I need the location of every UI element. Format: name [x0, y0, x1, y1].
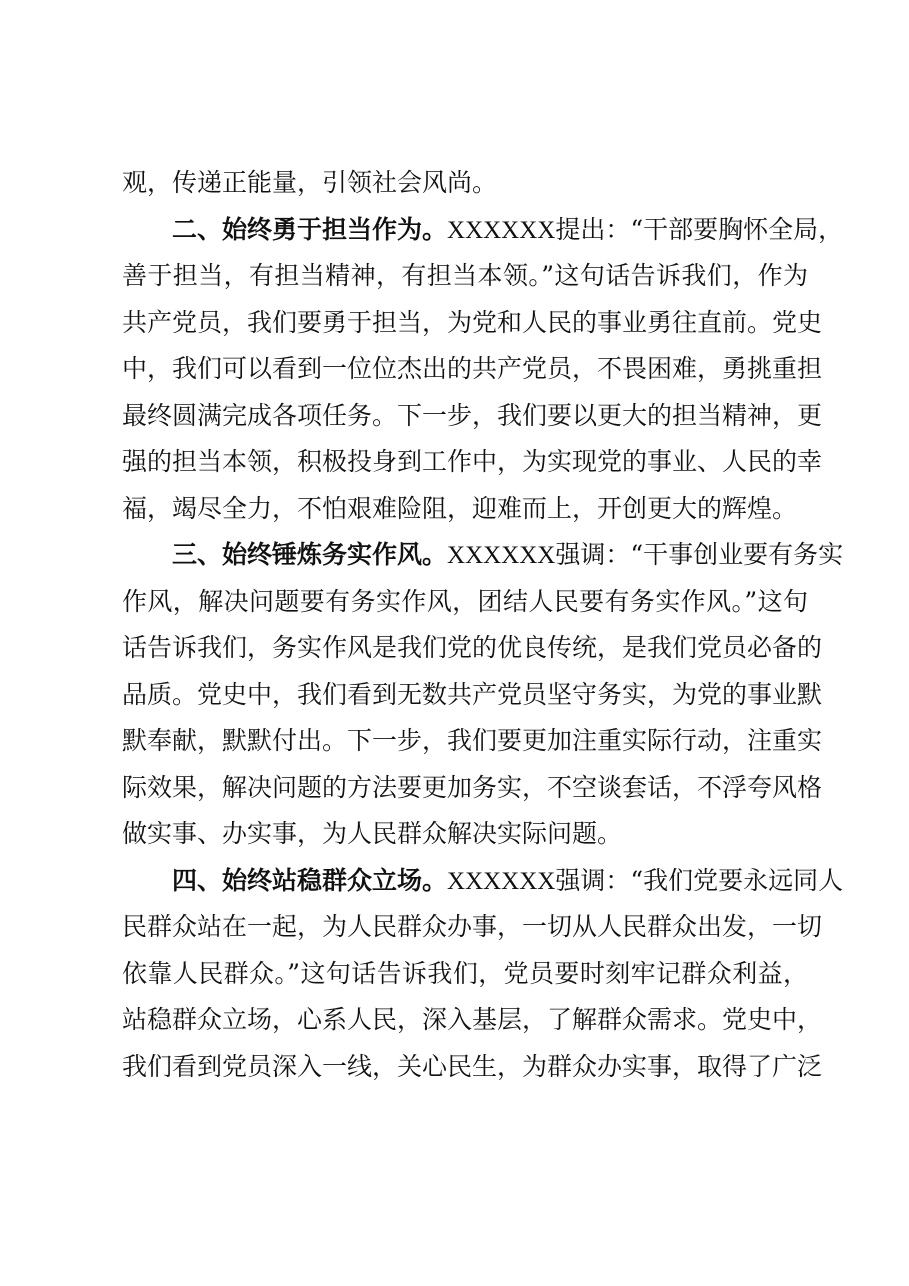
section-3-name: XXXXXX: [447, 542, 556, 569]
section-3-line: 作风，解决问题要有务实作风，团结人民要有务实作风。”这句: [122, 586, 808, 616]
section-2-heading: 二、始终勇于担当作为。: [172, 214, 448, 244]
section-3-first-rest: 强调：“干事创业要有务实: [555, 540, 844, 569]
section-4-heading: 四、始终站稳群众立场。: [172, 865, 448, 895]
section-3-line: 话告诉我们，务实作风是我们党的优良传统，是我们党员必备的: [122, 633, 823, 662]
intro-tail-line: 观，传递正能量，引领社会风尚。: [122, 168, 498, 197]
document-body: [122, 160, 844, 1090]
section-4-first-rest: 强调：“我们党要永远同人: [555, 865, 844, 895]
section-4-name: XXXXXX: [447, 867, 556, 895]
section-2-line: 共产党员，我们要勇于担当，为党和人民的事业勇往直前。党史: [122, 307, 823, 337]
section-3-line: 品质。党史中，我们看到无数共产党员坚守务实，为党的事业默: [122, 679, 823, 709]
section-2-first-rest: 提出：“干部要胸怀全局，: [555, 214, 844, 244]
section-2-name: XXXXXX: [447, 216, 556, 244]
section-3-last-line: 做实事、办实事，为人民群众解决实际问题。: [122, 819, 623, 848]
section-2-line: 最终圆满完成各项任务。下一步，我们要以更大的担当精神，更: [122, 400, 823, 430]
section-2-last-line: 福，竭尽全力，不怕艰难险阻，迎难而上，开创更大的辉煌。: [122, 493, 798, 523]
section-2-line: 善于担当，有担当精神，有担当本领。”这句话告诉我们，作为: [122, 261, 808, 290]
section-3-heading: 三、始终锤炼务实作风。: [172, 540, 448, 569]
section-3-line: 默奉献，默默付出。下一步，我们要更加注重实际行动，注重实: [122, 726, 823, 755]
section-4-first-line: [122, 858, 844, 905]
section-2-line: 中，我们可以看到一位位杰出的共产党员，不畏困难，勇挑重担: [122, 354, 823, 383]
section-4-line: 依靠人民群众。”这句话告诉我们，党员要时刻牢记群众利益，: [122, 958, 808, 988]
section-4-line: 民群众站在一起，为人民群众办事，一切从人民群众出发，一切: [122, 912, 823, 941]
section-4-line: 我们看到党员深入一线，关心民生，为群众办实事，取得了广泛: [122, 1051, 823, 1081]
section-2-first-line: [122, 207, 844, 254]
section-4-line: 站稳群众立场，心系人民，深入基层，了解群众需求。党史中，: [122, 1005, 823, 1034]
section-2-line: 强的担当本领，积极投身到工作中，为实现党的事业、人民的幸: [122, 447, 823, 476]
section-3-first-line: [122, 532, 844, 579]
section-3-line: 际效果，解决问题的方法要更加务实，不空谈套话，不浮夸风格: [122, 772, 823, 802]
